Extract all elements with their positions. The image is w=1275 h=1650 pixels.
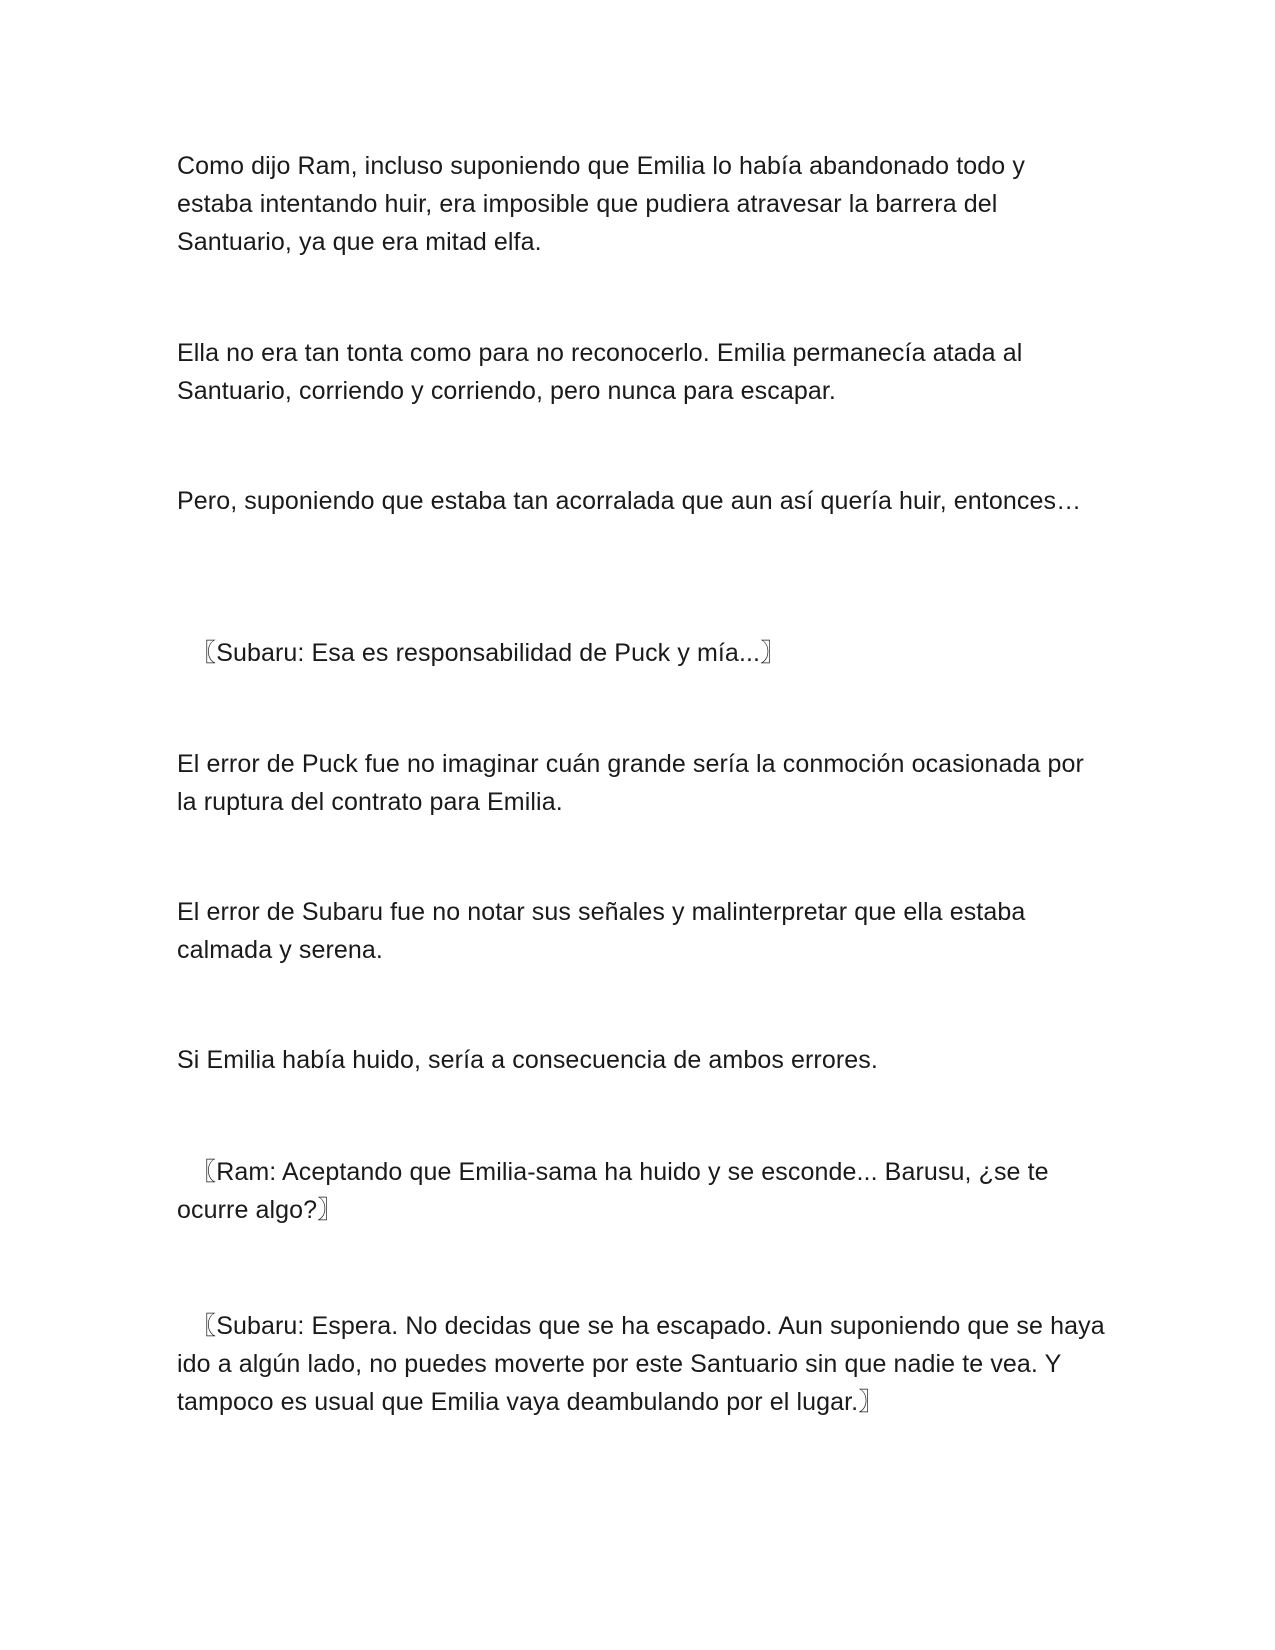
- paragraph-narration-3: Pero, suponiendo que estaba tan acorralada que aun así quería huir, entonces…: [177, 487, 1082, 515]
- dialogue-subaru-1: 〖Subaru: Esa es responsabilidad de Puck y mía...〗: [177, 639, 786, 667]
- dialogue-ram-1: 〖Ram: Aceptando que Emilia-sama ha huido y se esconde... Barusu, ¿se te ocurre algo?〗: [177, 1158, 1049, 1224]
- paragraph-narration-2: Ella no era tan tonta como para no reconocerlo. Emilia permanecía atada al Santuario, corriendo y corriendo, pero nunca para escapar.: [177, 339, 1023, 405]
- paragraph-narration-4: El error de Puck fue no imaginar cuán grande sería la conmoción ocasionada por la ruptura del contrato para Emilia.: [177, 750, 1084, 816]
- paragraph-narration-1: Como dijo Ram, incluso suponiendo que Emilia lo había abandonado todo y estaba intentando huir, era imposible que pudiera atravesar la barrera del Santuario, ya que era mitad elfa.: [177, 152, 1025, 256]
- paragraph-narration-5: El error de Subaru fue no notar sus señales y malinterpretar que ella estaba calmada y serena.: [177, 898, 1026, 964]
- paragraph-narration-6: Si Emilia había huido, sería a consecuencia de ambos errores.: [177, 1046, 878, 1074]
- dialogue-subaru-2: 〖Subaru: Espera. No decidas que se ha escapado. Aun suponiendo que se haya ido a algún lado, no puedes moverte por este Santuario sin que nadie te vea. Y tampoco es usual que Emilia vaya deambulando por el lugar.〗: [177, 1312, 1105, 1416]
